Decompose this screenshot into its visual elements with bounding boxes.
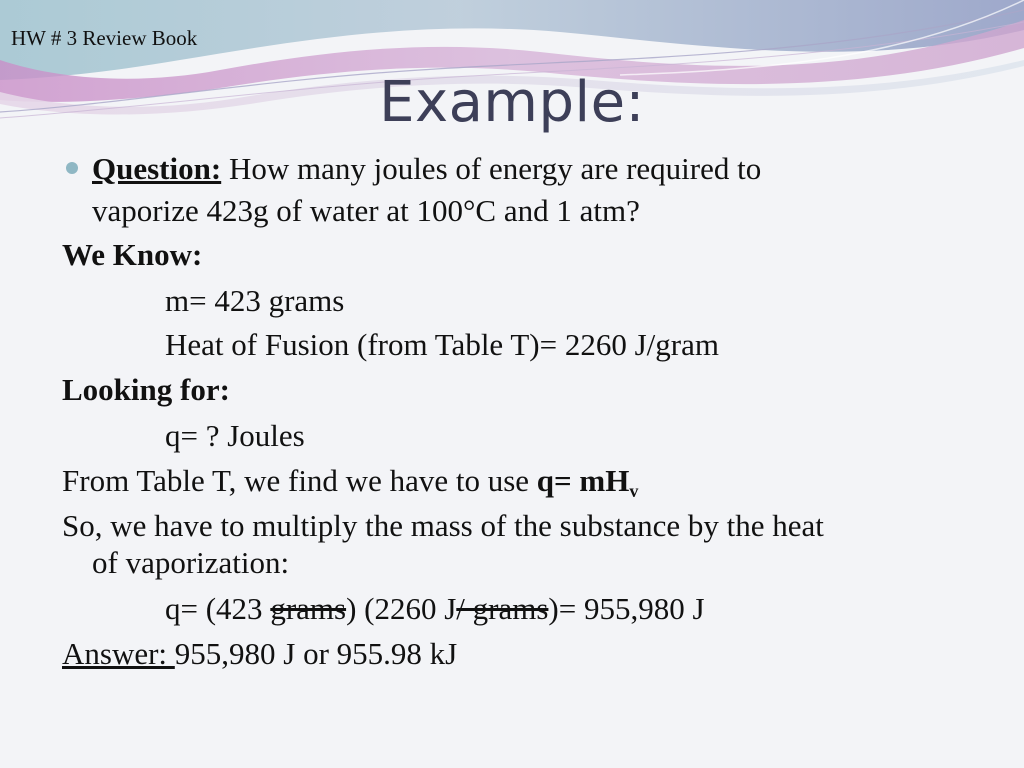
explanation-line-1: So, we have to multiply the mass of the substance by the heat <box>62 508 824 543</box>
answer-value: 955,980 J or 955.98 kJ <box>174 636 458 671</box>
explanation-line-2: of vaporization: <box>92 545 290 580</box>
bullet-icon <box>66 162 78 174</box>
answer-line <box>62 636 457 672</box>
answer-label: Answer: <box>62 636 175 671</box>
heat-value: Heat of Fusion (from Table T)= 2260 J/gram <box>165 327 719 362</box>
unknown-q: q= ? Joules <box>165 418 305 453</box>
formula-subscript: v <box>629 481 639 501</box>
slide-title: Example: <box>379 70 645 135</box>
question-line-2: vaporize 423g of water at 100°C and 1 atm? <box>92 193 640 228</box>
calc-part-3: )= 955,980 J <box>548 591 705 626</box>
formula-main: q= mH <box>536 463 630 498</box>
formula-prefix: From Table T, we find we have to use <box>62 463 537 498</box>
looking-for-label: Looking for: <box>62 372 230 407</box>
homework-label: HW # 3 Review Book <box>11 26 198 50</box>
calculation-line <box>165 591 705 627</box>
calc-part-1: q= (423 <box>165 591 271 626</box>
cancelled-unit-1: grams <box>270 591 347 626</box>
question-label: Question: <box>92 151 222 186</box>
question-text: How many joules of energy are required to <box>221 151 762 186</box>
calc-part-2: ) (2260 J <box>346 591 457 626</box>
formula-line <box>62 463 638 499</box>
cancelled-unit-2: / grams <box>456 591 549 626</box>
we-know-label: We Know: <box>62 237 203 272</box>
question-line-1 <box>92 151 761 187</box>
mass-value: m= 423 grams <box>165 283 345 318</box>
formula <box>536 463 639 501</box>
